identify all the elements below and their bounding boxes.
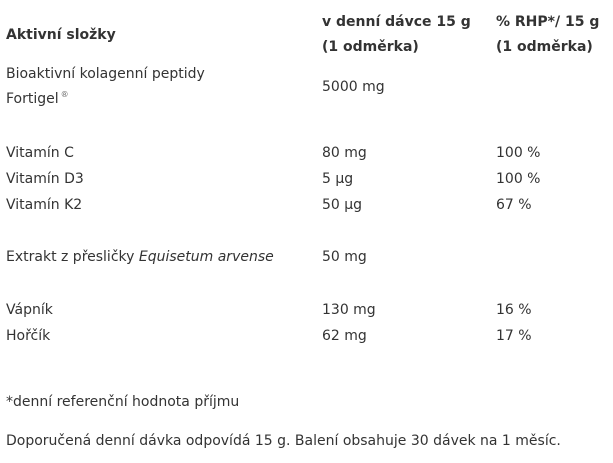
- ingredient-name: Vápník: [6, 302, 53, 318]
- ingredient-dose: 50 mg: [322, 249, 367, 265]
- ingredient-latin-name: Equisetum arvense: [138, 249, 274, 265]
- footnote: *denní referenční hodnota příjmu: [6, 394, 240, 410]
- registered-mark: ®: [60, 90, 69, 100]
- header-rhp-line2: (1 odměrka): [496, 39, 593, 55]
- ingredient-dose: 130 mg: [322, 302, 376, 318]
- ingredient-rhp: 67 %: [496, 197, 532, 213]
- dosage-note: Doporučená denní dávka odpovídá 15 g. Balení obsahuje 30 dávek na 1 měsíc.: [6, 433, 561, 449]
- ingredient-dose: 5000 mg: [322, 79, 385, 95]
- header-active-ingredients: Aktivní složky: [6, 27, 116, 43]
- ingredient-name: [6, 247, 274, 267]
- ingredient-rhp: 17 %: [496, 328, 532, 344]
- ingredient-name-line1: Bioaktivní kolagenní peptidy: [6, 66, 205, 82]
- header-daily-dose-line2: (1 odměrka): [322, 39, 419, 55]
- ingredient-name: Vitamín K2: [6, 197, 83, 213]
- ingredient-name-prefix: Extrakt z přesličky: [6, 249, 139, 265]
- header-rhp-line1: % RHP*/ 15 g: [496, 14, 600, 30]
- ingredient-rhp: 100 %: [496, 171, 541, 187]
- ingredient-dose: 62 mg: [322, 328, 367, 344]
- header-daily-dose-line1: v denní dávce 15 g: [322, 14, 471, 30]
- ingredient-brand: Fortigel: [6, 91, 59, 107]
- ingredient-name: Vitamín C: [6, 145, 74, 161]
- ingredient-dose: 80 mg: [322, 145, 367, 161]
- ingredient-name: Vitamín D3: [6, 171, 84, 187]
- ingredient-dose: 5 µg: [322, 171, 354, 187]
- ingredient-name-line2: [6, 89, 69, 109]
- ingredient-dose: 50 µg: [322, 197, 363, 213]
- ingredient-rhp: 100 %: [496, 145, 541, 161]
- ingredient-rhp: 16 %: [496, 302, 532, 318]
- ingredient-name: Hořčík: [6, 328, 51, 344]
